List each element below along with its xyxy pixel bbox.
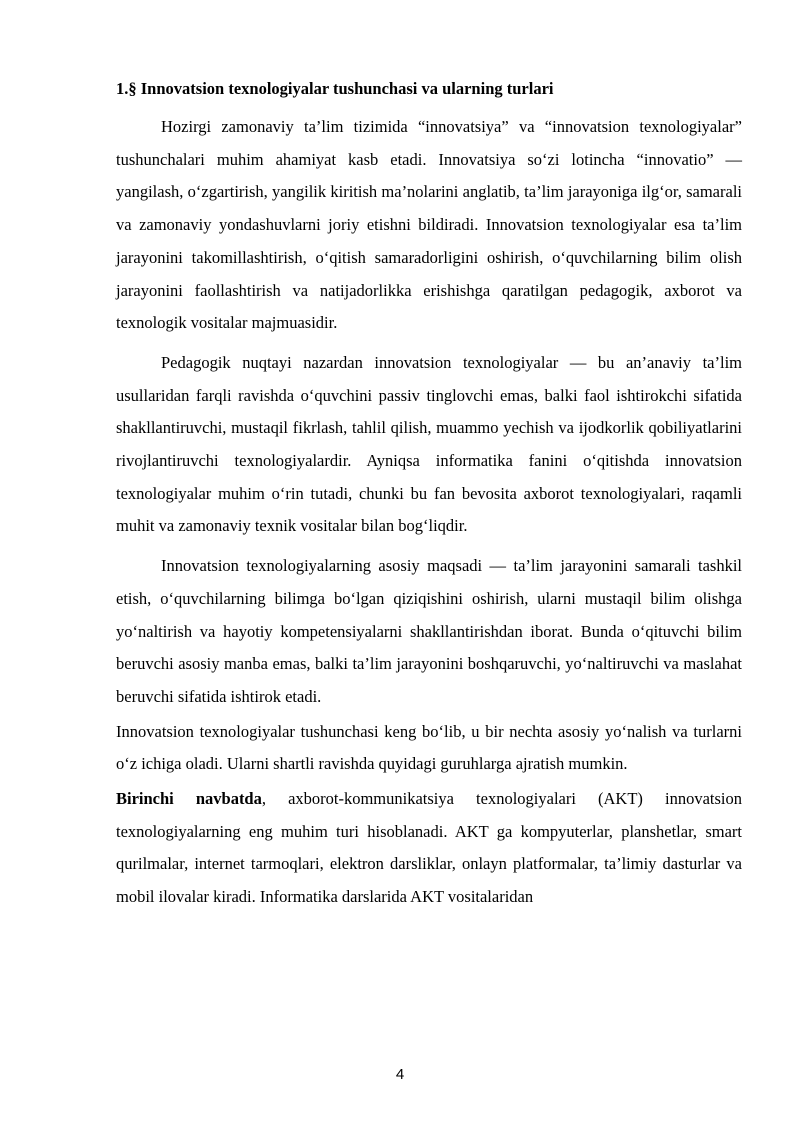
paragraph-4: Innovatsion texnologiyalar tushunchasi keng bo‘lib, u bir nechta asosiy yo‘nalish va turlarni o‘z ichiga oladi. Ularni shartli ravishda quyidagi guruhlarga ajratish mumkin. bbox=[116, 721, 742, 774]
section-heading: 1.§ Innovatsion texnologiyalar tushunchasi va ularning turlari bbox=[116, 79, 554, 98]
paragraph-5-text: , axborot-kommunikatsiya texnologiyalari (AKT) innovatsion texnologiyalarning eng muhim turi hisoblanadi. AKT ga kompyuterlar, planshetlar, smart qurilmalar, internet tarmoqlari, elektron darsliklar, onlayn platformalar, ta’limiy dasturlar va mobil ilovalar kiradi. Informatika darslarida AKT vositalaridan bbox=[116, 789, 742, 907]
document-page bbox=[116, 72, 742, 914]
paragraph-5 bbox=[116, 783, 742, 914]
paragraph-3: Innovatsion texnologiyalarning asosiy maqsadi — ta’lim jarayonini samarali tashkil etish, o‘quvchilarning bilimga bo‘lgan qiziqishini oshirish, ularni mustaqil bilim olishga yo‘naltirish va hayotiy kompetensiyalarni shakllantirishdan iborat. Bunda o‘qituvchi bilim beruvchi asosiy manba emas, balki ta’lim jarayonini boshqaruvchi, yo‘naltiruvchi va maslahat beruvchi sifatida ishtirok etadi. bbox=[116, 556, 742, 706]
paragraph-1: Hozirgi zamonaviy ta’lim tizimida “innovatsiya” va “innovatsion texnologiyalar” tushunchalari muhim ahamiyat kasb etadi. Innovatsiya so‘zi lotincha “innovatio” — yangilash, o‘zgartirish, yangilik kiritish ma’nolarini anglatib, ta’lim jarayoniga ilg‘or, samarali va zamonaviy yondashuvlarni joriy etishni bildiradi. Innovatsion texnologiyalar esa ta’lim jarayonini takomillashtirish, o‘qitish samaradorligini oshirish, o‘quvchilarning bilim olish jarayonini faollashtirish va natijadorlikka erishishga qaratilgan pedagogik, axborot va texnologik vositalar majmuasidir. bbox=[116, 117, 742, 333]
paragraph-2: Pedagogik nuqtayi nazardan innovatsion texnologiyalar — bu an’anaviy ta’lim usullaridan farqli ravishda o‘quvchini passiv tinglovchi emas, balki faol ishtirokchi sifatida shakllantiruvchi, mustaqil fikrlash, tahlil qilish, muammo yechish va ijodkorlik qobiliyatlarini rivojlantiruvchi texnologiyalardir. Ayniqsa informatika fanini o‘qitishda innovatsion texnologiyalar muhim o‘rin tutadi, chunki bu fan bevosita axborot texnologiyalari, raqamli muhit va zamonaviy texnik vositalar bilan bog‘liqdir. bbox=[116, 352, 742, 536]
bold-lead-text: Birinchi navbatda bbox=[116, 789, 262, 809]
page-number: 4 bbox=[395, 1066, 405, 1083]
